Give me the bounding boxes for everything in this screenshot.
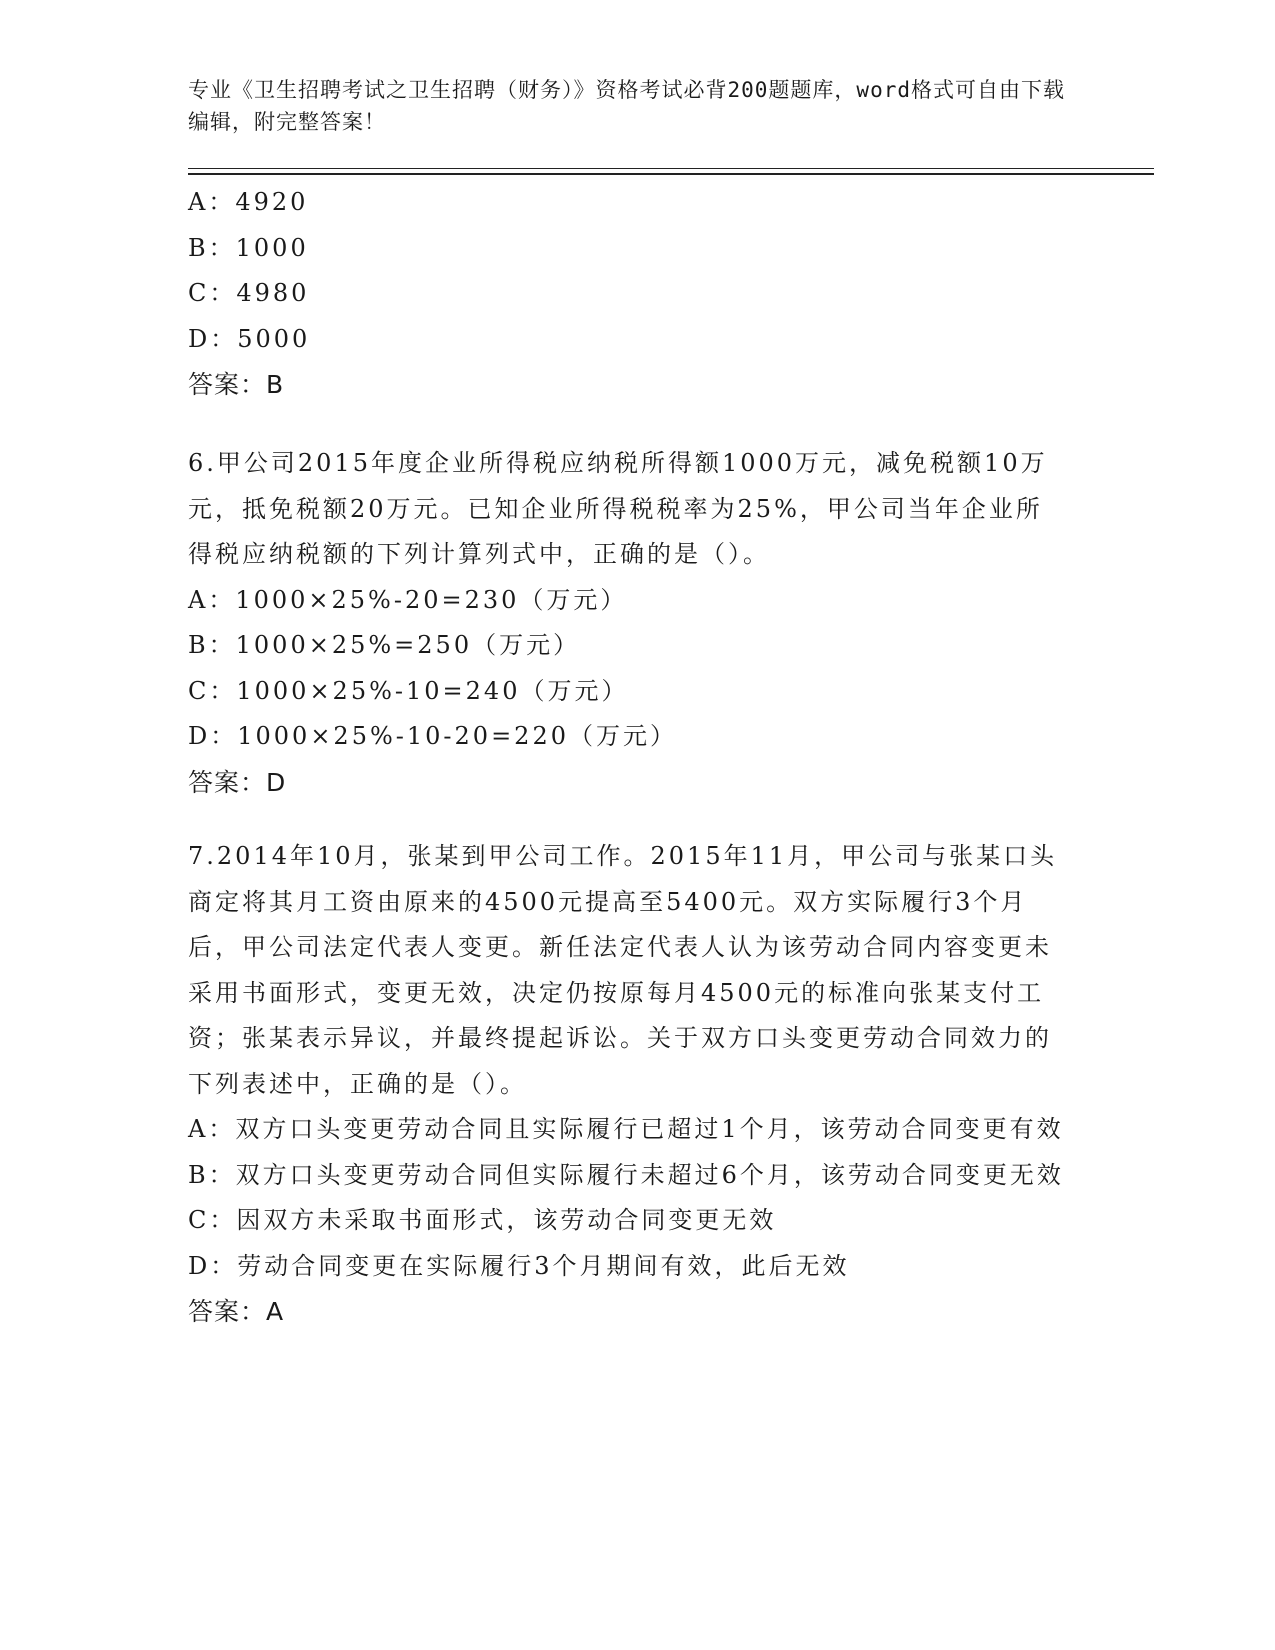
question-5-answer: 答案：B: [188, 370, 285, 399]
question-5-option-d: D：5000: [188, 324, 311, 353]
question-5-option-a: A：4920: [188, 188, 309, 216]
question-7-option-a: A：双方口头变更劳动合同且实际履行已超过1个月，该劳动合同变更有效: [188, 1115, 1064, 1143]
question-6-answer: 答案：D: [188, 767, 287, 797]
header-rule-thin: [188, 168, 1154, 169]
question-5-block: [188, 180, 1088, 408]
header-rule-thick: [188, 173, 1154, 175]
question-7-option-d: D：劳动合同变更在实际履行3个月期间有效，此后无效: [188, 1251, 850, 1280]
question-6-option-d: D：1000×25%-10-20=220（万元）: [188, 722, 677, 750]
question-6-text: 6.甲公司2015年度企业所得税应纳税所得额1000万元，减免税额10万元，抵免税额20万元。已知企业所得税税率为25%，甲公司当年企业所得税应纳税额的下列计算列式中，正确的是（）。: [188, 449, 1048, 568]
question-5-option-b: B：1000: [188, 233, 309, 262]
question-6-block: [188, 441, 1068, 805]
question-7-text: 7.2014年10月，张某到甲公司工作。2015年11月，甲公司与张某口头商定将其月工资由原来的4500元提高至5400元。双方实际履行3个月后，甲公司法定代表人变更。新任法定代表人认为该劳动合同内容变更未采用书面形式，变更无效，决定仍按原每月4500元的标准向张某支付工资；张某表示异议，并最终提起诉讼。关于双方口头变更劳动合同效力的下列表述中，正确的是（）。: [188, 842, 1058, 1098]
question-6-option-b: B：1000×25%=250（万元）: [188, 631, 581, 659]
document-header: 专业《卫生招聘考试之卫生招聘（财务）》资格考试必背200题题库，word格式可自由下载编辑，附完整答案！: [188, 78, 1065, 134]
question-6-option-a: A：1000×25%-20=230（万元）: [188, 585, 628, 614]
question-7-option-b: B：双方口头变更劳动合同但实际履行未超过6个月，该劳动合同变更无效: [188, 1160, 1064, 1189]
question-7-answer: 答案：A: [188, 1297, 285, 1326]
question-7-option-c: C：因双方未采取书面形式，该劳动合同变更无效: [188, 1206, 777, 1234]
question-6-option-c: C：1000×25%-10=240（万元）: [188, 676, 629, 705]
question-5-option-c: C：4980: [188, 279, 310, 307]
question-7-block: [188, 834, 1068, 1335]
